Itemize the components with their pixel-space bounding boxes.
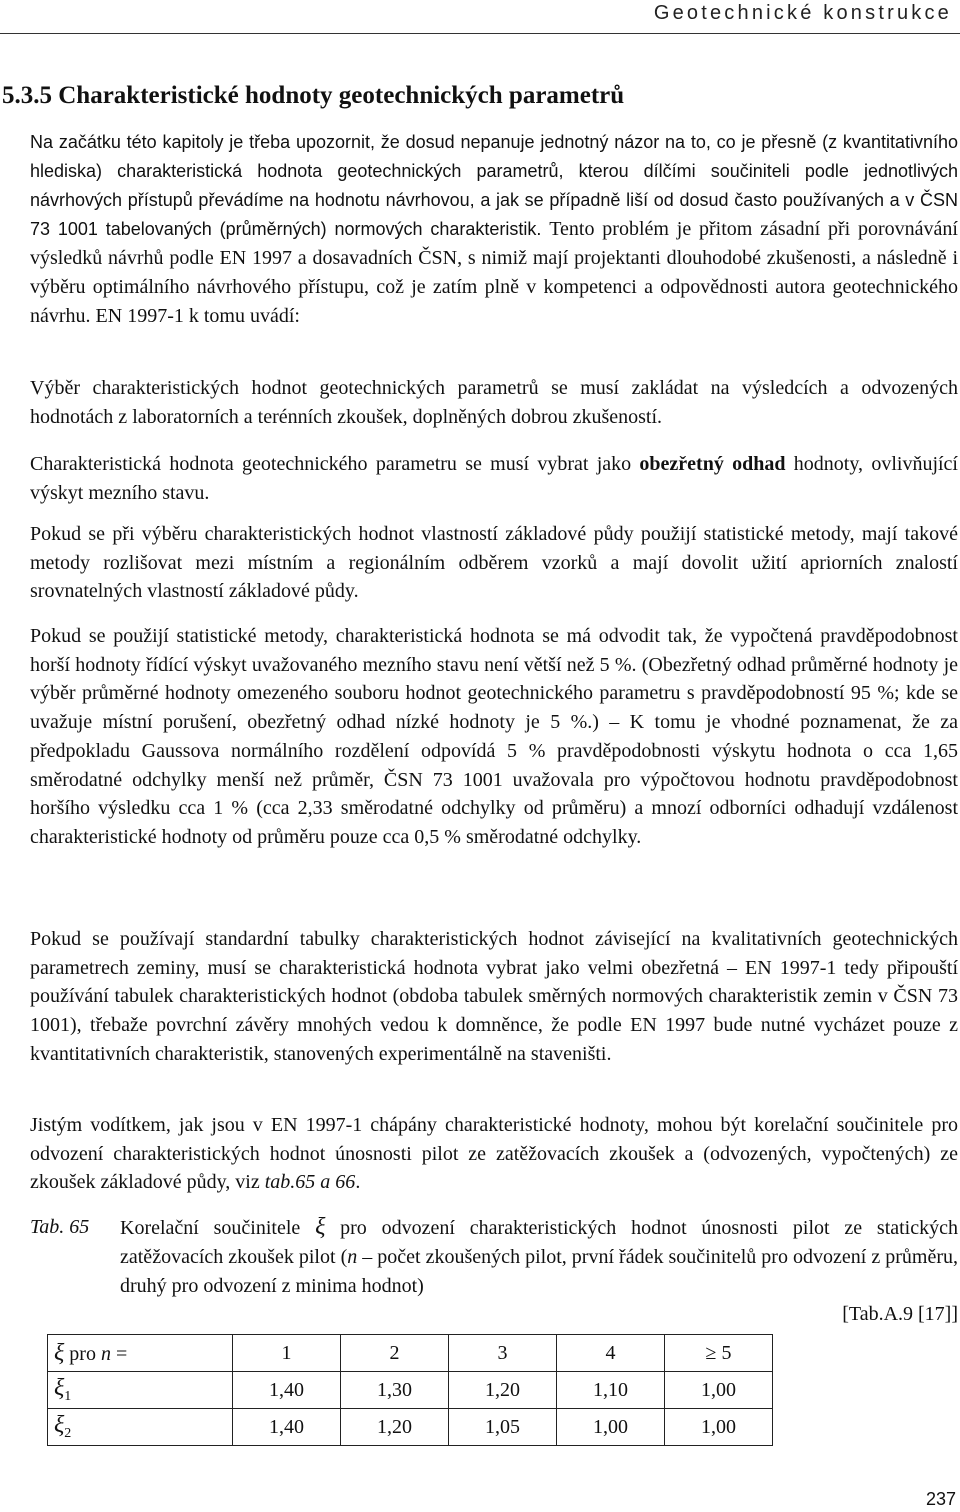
subscript: 1 (64, 1389, 72, 1404)
n-symbol: n (100, 1342, 111, 1365)
table-cell: 1,40 (233, 1372, 341, 1409)
xi-symbol: ξ (54, 1339, 65, 1366)
intro-paragraph (30, 128, 958, 331)
xi-symbol: ξ (54, 1412, 65, 1438)
correlation-coefficients-table (47, 1334, 773, 1446)
p6-text-after: . (355, 1171, 361, 1194)
quote-paragraph-5: Pokud se používají standardní tabulky charakteristických hodnot závisející na kvalitativních geotechnických parametrech zeminy, musí se charakteristická hodnota vybrat jako velmi obezřetná – EN 1997-1 tedy připouští používání tabulek charakteristických hodnot (obdoba tabulek směrných normových charakteristik zemin v ČSN 73 1001), třebaže povrchní závěry mnohých vedou k domněnce, že podle EN 1997 bude nutné vycházet pouze z kvantitativních charakteristik, stanovených experimentálně na staveništi. (30, 928, 958, 1065)
row-label-cell (48, 1409, 233, 1446)
p2-bold-term: obezřetný odhad (639, 453, 786, 475)
n-value-cell: 3 (449, 1335, 557, 1372)
header-label: pro (64, 1342, 101, 1365)
caption-label: Tab. 65 (30, 1216, 90, 1238)
xi-symbol: ξ (315, 1214, 326, 1240)
table-row (48, 1372, 773, 1409)
quote-paragraph-4: Pokud se použijí statistické metody, charakteristická hodnota se má odvodit tak, že vypočtená pravděpodobnost horší hodnoty řídící výskyt uvažovaného mezního stavu není větší než 5 %. (Obezřetný odhad průměrné hodnoty je výběr průměrné hodnoty omezeného souboru hodnot geotechnického parametru s pravděpodobností 95 %; kde se uvažuje místní porušení, obezřetný odhad nízké hodnoty je 5 %.) – K tomu je vhodné poznamenat, že za předpokladu Gaussova normálního rozdělení odpovídá 5 % pravděpodobnosti výskytu hodnota o cca 1,65 směrodatné odchylky menší než průměr, ČSN 73 1001 uvažovala pro výpočtovou hodnotu pravděpodobnost horšího výsledku cca 1 % (cca 2,33 směrodatné odchylky od průměru) a mnozí odborníci odhadují vzdálenost charakteristické hodnoty od průměru pouze cca 0,5 % směrodatné odchylky. (30, 625, 958, 848)
caption-text-a: Korelační součinitele (120, 1217, 316, 1239)
caption-text (120, 1213, 958, 1301)
p2-text-after: hodnoty, ovlivňující výskyt mezního stavu. (30, 453, 958, 504)
paragraph-6 (30, 1111, 958, 1197)
header-rule (0, 33, 960, 34)
table-cell: 1,00 (665, 1372, 773, 1409)
caption-text-b: pro odvození charakteristických hodnot únosnosti pilot ze statických zatěžovacích zkoušek pilot ( (120, 1217, 958, 1268)
xi-symbol: ξ (54, 1375, 65, 1401)
subscript: 2 (64, 1426, 72, 1441)
running-header: Geotechnické konstrukce (653, 2, 952, 24)
table-cell: 1,20 (341, 1409, 449, 1446)
quote-paragraph-1: Výběr charakteristických hodnot geotechnických parametrů se musí zakládat na výsledcích a odvozených hodnotách z laboratorních a terénních zkoušek, doplněných dobrou zkušeností. (30, 377, 958, 428)
p6-table-reference: tab.65 a 66 (264, 1171, 356, 1194)
table-header-row (48, 1335, 773, 1372)
quote-paragraph-2 (30, 450, 958, 507)
quote-paragraph-3: Pokud se při výběru charakteristických hodnot vlastností základové půdy použijí statistické metody, mají takové metody rozlišovat mezi místním a regionálním odběrem vzorků a mají dovolit užití apriorních znalostí srovnatelných vlastností základové půdy. (30, 523, 958, 603)
table-cell: 1,30 (341, 1372, 449, 1409)
section-title: 5.3.5 Charakteristické hodnoty geotechnických parametrů (2, 82, 625, 109)
table-cell: 1,10 (557, 1372, 665, 1409)
page-number: 237 (925, 1489, 956, 1509)
table-row (48, 1409, 773, 1446)
table-cell: 1,00 (665, 1409, 773, 1446)
caption-text-c: – počet zkoušených pilot, první řádek součinitelů pro odvození z průměru, druhý pro odvození z minima hodnot) (120, 1246, 959, 1297)
n-value-cell: 1 (233, 1335, 341, 1372)
header-label-cell (48, 1335, 233, 1372)
row-label-cell (48, 1372, 233, 1409)
n-value-cell: 4 (557, 1335, 665, 1372)
intro-text-serif: Tento problém je přitom zásadní při porovnávání výsledků návrhů podle EN 1997 a dosavadních ČSN, s nimiž mají projektanti dlouhodobé zkušenosti, a následně i výběru optimálního návrhového přístupu, což je zatím plně v kompetenci a odpovědnosti autora geotechnického návrhu. EN 1997-1 k tomu uvádí: (30, 218, 958, 327)
caption-source: [Tab.A.9 [17]] (842, 1303, 958, 1325)
header-eq: = (110, 1342, 128, 1365)
intro-text-sans: Na začátku této kapitoly je třeba upozornit, že dosud nepanuje jednotný názor na to, co je přesně (z kvantitativního hlediska) charakteristická hodnota geotechnických parametrů, kterou dílčími součiniteli podle jednotlivých návrhových přístupů převádíme na hodnotu návrhovou, a jak se případně liší od dosud často používaných a v ČSN 73 1001 tabelovaných (průměrných) normových charakteristik. (30, 132, 958, 239)
table-cell: 1,05 (449, 1409, 557, 1446)
n-value-cell: 2 (341, 1335, 449, 1372)
p2-text-before: Charakteristická hodnota geotechnického parametru se musí vybrat jako (30, 453, 640, 475)
n-value-cell: ≥ 5 (665, 1335, 773, 1372)
table-caption (30, 1213, 959, 1325)
table-cell: 1,20 (449, 1372, 557, 1409)
p6-text-before: Jistým vodítkem, jak jsou v EN 1997-1 chápány charakteristické hodnoty, mohou být korelační součinitele pro odvození charakteristických hodnot únosnosti pilot ze zatěžovacích zkoušek a (odvozených, vypočtených) ze zkoušek základové půdy, viz (30, 1114, 958, 1194)
table-cell: 1,00 (557, 1409, 665, 1446)
table-cell: 1,40 (233, 1409, 341, 1446)
n-symbol: n (347, 1246, 358, 1268)
